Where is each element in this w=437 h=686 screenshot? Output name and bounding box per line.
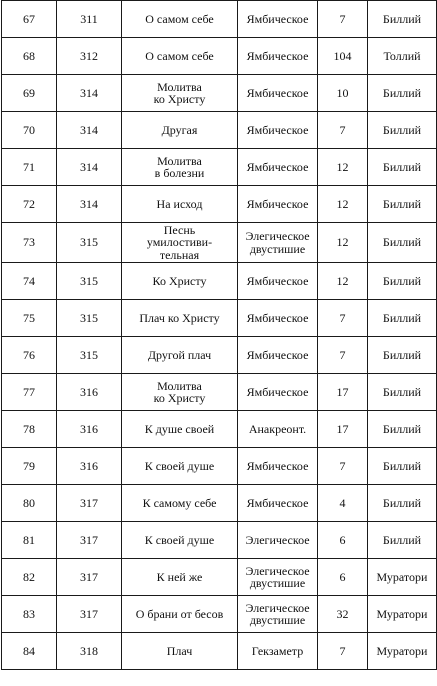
edition: Биллий <box>382 384 422 399</box>
edition-cell <box>368 633 437 670</box>
line-count: 12 <box>336 196 349 211</box>
edition: Муратори <box>376 643 428 658</box>
poem-title: Плач ко Христу <box>139 310 220 325</box>
poem-number-cell <box>2 485 57 522</box>
poem-title-cell <box>122 522 238 559</box>
meter: Анакреонт. <box>248 421 307 436</box>
edition: Биллий <box>382 122 422 137</box>
poem-title-cell <box>122 1 238 38</box>
line-count-cell <box>318 263 368 300</box>
edition-cell <box>368 522 437 559</box>
page-number: 314 <box>80 85 98 100</box>
edition: Биллий <box>382 421 422 436</box>
meter: Ямбическое <box>246 458 309 473</box>
page-number-cell <box>57 559 122 596</box>
edition-cell <box>368 263 437 300</box>
line-count-cell <box>318 1 368 38</box>
poem-number-cell <box>2 448 57 485</box>
meter-cell <box>238 112 318 149</box>
poem-number: 81 <box>23 532 35 547</box>
page-number: 318 <box>80 643 98 658</box>
line-count: 4 <box>339 495 346 510</box>
poem-title-cell <box>122 448 238 485</box>
page-number-cell <box>57 75 122 112</box>
poem-title: К ней же <box>156 569 203 584</box>
edition-cell <box>368 374 437 411</box>
table-row <box>2 596 437 633</box>
edition-cell <box>368 149 437 186</box>
poem-number: 73 <box>23 235 35 250</box>
edition-cell <box>368 38 437 75</box>
poem-number: 69 <box>23 85 35 100</box>
poem-number-cell <box>2 337 57 374</box>
poem-title: Другая <box>161 122 198 137</box>
page-number-cell <box>57 337 122 374</box>
poem-number-cell <box>2 411 57 448</box>
line-count: 7 <box>339 347 346 362</box>
meter-cell <box>238 149 318 186</box>
poem-number-cell <box>2 522 57 559</box>
page-number-cell <box>57 112 122 149</box>
poem-number: 68 <box>23 48 35 63</box>
poem-number-cell <box>2 374 57 411</box>
line-count: 12 <box>336 273 349 288</box>
edition: Биллий <box>382 458 422 473</box>
edition: Биллий <box>382 273 422 288</box>
poem-number-cell <box>2 300 57 337</box>
poem-title: О брани от бесов <box>135 606 224 621</box>
meter: Элегическое двустишие <box>245 600 310 627</box>
poem-number-cell <box>2 223 57 263</box>
page-number: 314 <box>80 196 98 211</box>
line-count-cell <box>318 223 368 263</box>
poem-number: 83 <box>23 606 35 621</box>
edition-cell <box>368 186 437 223</box>
poem-title: Молитва ко Христу <box>153 378 206 405</box>
table-row <box>2 411 437 448</box>
line-count: 12 <box>336 159 349 174</box>
poem-title-cell <box>122 411 238 448</box>
page-number: 311 <box>80 11 98 26</box>
meter-cell <box>238 223 318 263</box>
line-count: 12 <box>336 235 349 250</box>
poem-title: К своей душе <box>144 458 215 473</box>
line-count-cell <box>318 337 368 374</box>
meter-cell <box>238 38 318 75</box>
page-number-cell <box>57 149 122 186</box>
edition-cell <box>368 112 437 149</box>
line-count: 6 <box>339 569 346 584</box>
poem-title: О самом себе <box>145 48 214 63</box>
meter: Ямбическое <box>246 273 309 288</box>
edition-cell <box>368 75 437 112</box>
meter: Элегическое двустишие <box>245 563 310 590</box>
meter: Ямбическое <box>246 347 309 362</box>
table-row <box>2 38 437 75</box>
meter-cell <box>238 75 318 112</box>
meter: Ямбическое <box>246 48 309 63</box>
table-row <box>2 75 437 112</box>
line-count: 7 <box>339 122 346 137</box>
meter: Элегическое двустишие <box>245 229 310 256</box>
poem-title: Молитва в болезни <box>154 153 205 180</box>
edition-cell <box>368 337 437 374</box>
poem-title-cell <box>122 300 238 337</box>
edition: Муратори <box>376 569 428 584</box>
page-number: 315 <box>80 235 98 250</box>
table-row <box>2 263 437 300</box>
meter-cell <box>238 448 318 485</box>
page-number: 315 <box>80 310 98 325</box>
line-count: 32 <box>336 606 349 621</box>
table-row <box>2 186 437 223</box>
meter-cell <box>238 263 318 300</box>
poem-number-cell <box>2 633 57 670</box>
table-row <box>2 559 437 596</box>
edition-cell <box>368 485 437 522</box>
page-number-cell <box>57 522 122 559</box>
edition: Муратори <box>376 606 428 621</box>
edition-cell <box>368 300 437 337</box>
meter: Ямбическое <box>246 85 309 100</box>
page-number-cell <box>57 596 122 633</box>
edition: Биллий <box>382 159 422 174</box>
edition: Толлий <box>383 48 421 63</box>
page-number-cell <box>57 485 122 522</box>
page-number: 315 <box>80 273 98 288</box>
table-row <box>2 1 437 38</box>
line-count: 17 <box>336 384 349 399</box>
poem-number-cell <box>2 75 57 112</box>
table-row <box>2 633 437 670</box>
table-row <box>2 112 437 149</box>
page-number-cell <box>57 448 122 485</box>
poem-number: 78 <box>23 421 35 436</box>
page-number: 314 <box>80 159 98 174</box>
page-number-cell <box>57 633 122 670</box>
edition-cell <box>368 1 437 38</box>
meter: Элегическое <box>245 532 310 547</box>
line-count: 7 <box>339 11 346 26</box>
line-count: 6 <box>339 532 346 547</box>
meter: Ямбическое <box>246 495 309 510</box>
poem-number-cell <box>2 1 57 38</box>
edition: Биллий <box>382 495 422 510</box>
line-count-cell <box>318 300 368 337</box>
meter-cell <box>238 337 318 374</box>
poem-title-cell <box>122 263 238 300</box>
poem-number-cell <box>2 559 57 596</box>
meter: Ямбическое <box>246 384 309 399</box>
edition: Биллий <box>382 310 422 325</box>
table-row <box>2 374 437 411</box>
poem-title: О самом себе <box>145 11 214 26</box>
edition-cell <box>368 411 437 448</box>
line-count-cell <box>318 112 368 149</box>
poem-title: К своей душе <box>144 532 215 547</box>
table-row <box>2 448 437 485</box>
edition-cell <box>368 596 437 633</box>
line-count-cell <box>318 596 368 633</box>
poem-title-cell <box>122 149 238 186</box>
edition: Биллий <box>382 347 422 362</box>
meter-cell <box>238 411 318 448</box>
edition-cell <box>368 448 437 485</box>
meter: Ямбическое <box>246 196 309 211</box>
page-number-cell <box>57 38 122 75</box>
poem-number: 74 <box>23 273 35 288</box>
meter-cell <box>238 633 318 670</box>
line-count: 7 <box>339 310 346 325</box>
line-count: 10 <box>336 85 349 100</box>
poem-number: 82 <box>23 569 35 584</box>
page-number-cell <box>57 374 122 411</box>
line-count: 104 <box>333 48 352 63</box>
line-count-cell <box>318 149 368 186</box>
poem-number-cell <box>2 263 57 300</box>
poem-title: К самому себе <box>142 495 217 510</box>
page-number: 317 <box>80 532 98 547</box>
edition: Биллий <box>382 11 422 26</box>
poem-title-cell <box>122 223 238 263</box>
line-count-cell <box>318 186 368 223</box>
meter-cell <box>238 559 318 596</box>
edition: Биллий <box>382 532 422 547</box>
poem-title-cell <box>122 112 238 149</box>
poem-title-cell <box>122 75 238 112</box>
page-number: 312 <box>80 48 98 63</box>
poem-title: На исход <box>156 196 203 211</box>
line-count-cell <box>318 485 368 522</box>
poems-table <box>1 0 437 670</box>
page-number: 316 <box>80 458 98 473</box>
poem-title-cell <box>122 559 238 596</box>
meter: Ямбическое <box>246 310 309 325</box>
page-number-cell <box>57 186 122 223</box>
poem-number: 76 <box>23 347 35 362</box>
line-count-cell <box>318 411 368 448</box>
line-count: 7 <box>339 643 346 658</box>
line-count-cell <box>318 75 368 112</box>
poem-title: К душе своей <box>144 421 215 436</box>
page-number-cell <box>57 223 122 263</box>
edition: Биллий <box>382 196 422 211</box>
page-number-cell <box>57 300 122 337</box>
meter-cell <box>238 374 318 411</box>
meter: Ямбическое <box>246 122 309 137</box>
line-count-cell <box>318 374 368 411</box>
poem-number: 80 <box>23 495 35 510</box>
poem-title-cell <box>122 186 238 223</box>
poem-number: 67 <box>23 11 35 26</box>
edition-cell <box>368 559 437 596</box>
page-number: 316 <box>80 421 98 436</box>
line-count: 7 <box>339 458 346 473</box>
meter-cell <box>238 300 318 337</box>
poem-title: Песнь умилостиви- тельная <box>146 222 213 262</box>
poem-title: Молитва ко Христу <box>153 79 206 106</box>
poem-title: Ко Христу <box>152 273 207 288</box>
page-number: 316 <box>80 384 98 399</box>
page-number-cell <box>57 411 122 448</box>
page-number-cell <box>57 1 122 38</box>
poem-number-cell <box>2 149 57 186</box>
line-count-cell <box>318 559 368 596</box>
poem-title-cell <box>122 337 238 374</box>
poem-number: 77 <box>23 384 35 399</box>
poem-number: 71 <box>23 159 35 174</box>
poem-title-cell <box>122 633 238 670</box>
poem-title: Плач <box>166 643 193 658</box>
line-count-cell <box>318 633 368 670</box>
line-count-cell <box>318 522 368 559</box>
meter-cell <box>238 522 318 559</box>
edition-cell <box>368 223 437 263</box>
table-row <box>2 522 437 559</box>
page-number: 314 <box>80 122 98 137</box>
poem-number-cell <box>2 186 57 223</box>
table-row <box>2 485 437 522</box>
poem-number-cell <box>2 38 57 75</box>
poem-number: 75 <box>23 310 35 325</box>
page-number: 317 <box>80 606 98 621</box>
meter-cell <box>238 186 318 223</box>
line-count-cell <box>318 38 368 75</box>
poem-number: 70 <box>23 122 35 137</box>
meter-cell <box>238 596 318 633</box>
poem-number: 84 <box>23 643 35 658</box>
poem-title-cell <box>122 596 238 633</box>
table-row <box>2 300 437 337</box>
table-row <box>2 223 437 263</box>
poem-number: 72 <box>23 196 35 211</box>
poem-title-cell <box>122 485 238 522</box>
poem-number-cell <box>2 596 57 633</box>
meter: Ямбическое <box>246 159 309 174</box>
meter-cell <box>238 1 318 38</box>
poem-title-cell <box>122 374 238 411</box>
edition: Биллий <box>382 85 422 100</box>
table-row <box>2 149 437 186</box>
page-number: 317 <box>80 495 98 510</box>
page-number: 315 <box>80 347 98 362</box>
meter-cell <box>238 485 318 522</box>
poem-number-cell <box>2 112 57 149</box>
line-count: 17 <box>336 421 349 436</box>
page-number-cell <box>57 263 122 300</box>
poem-title: Другой плач <box>147 347 212 362</box>
poems-table-body <box>2 1 437 670</box>
line-count-cell <box>318 448 368 485</box>
poem-title-cell <box>122 38 238 75</box>
table-row <box>2 337 437 374</box>
meter: Гекзаметр <box>251 643 304 658</box>
page-number: 317 <box>80 569 98 584</box>
meter: Ямбическое <box>246 11 309 26</box>
poem-number: 79 <box>23 458 35 473</box>
edition: Биллий <box>382 235 422 250</box>
